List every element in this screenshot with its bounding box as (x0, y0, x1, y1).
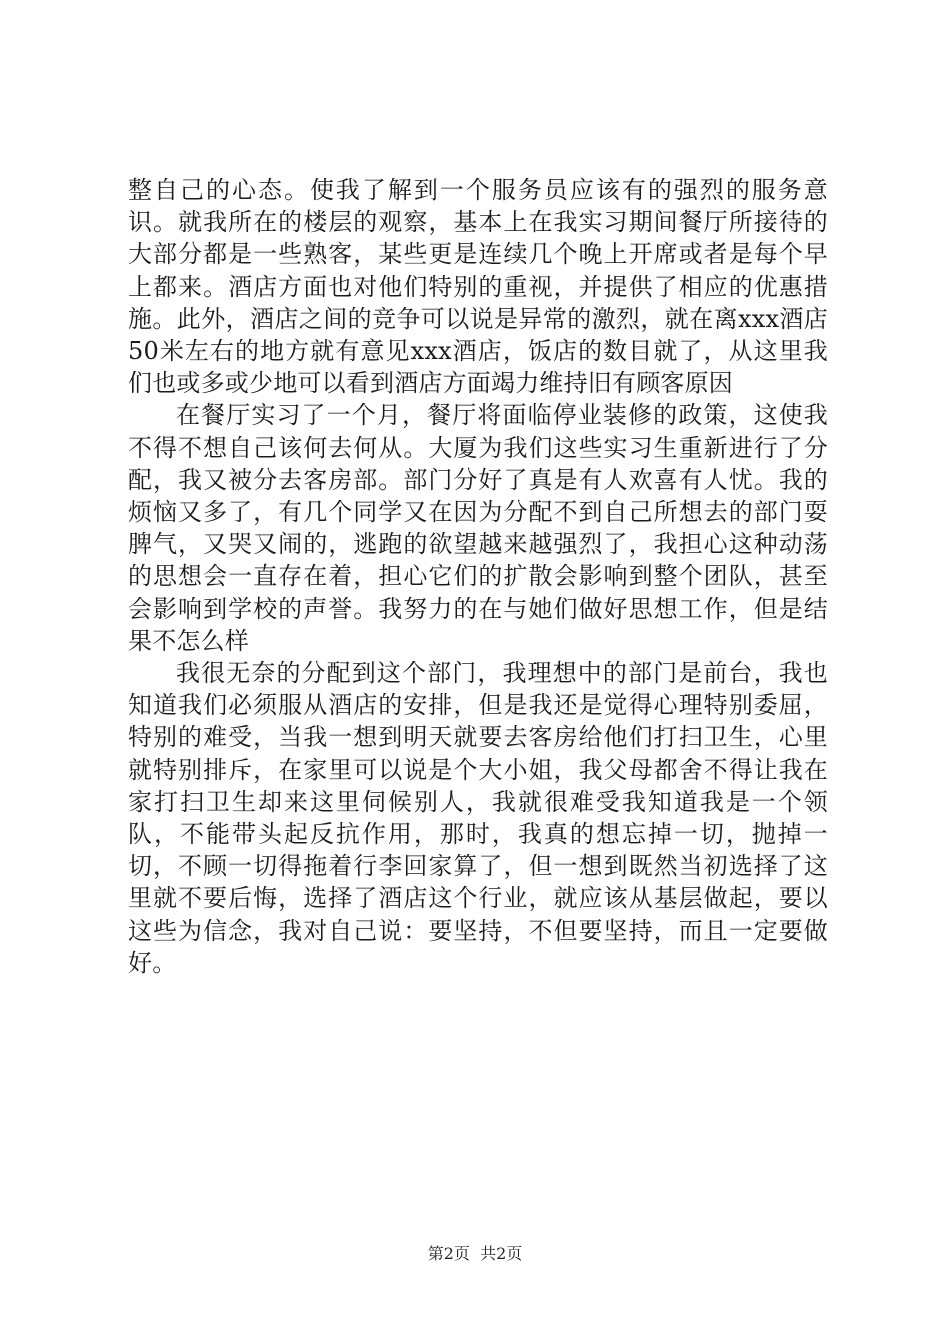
paragraph-2: 在餐厅实习了一个月，餐厅将面临停业装修的政策，这使我不得不想自己该何去何从。大厦为我们这些实习生重新进行了分配，我又被分去客房部。部门分好了真是有人欢喜有人忧。我的烦恼又多了，有几个同学又在因为分配不到自己所想去的部门耍脾气，又哭又闹的，逃跑的欲望越来越强烈了，我担心这种动荡的思想会一直存在着，担心它们的扩散会影响到整个团队，甚至会影响到学校的声誉。我努力的在与她们做好思想工作，但是结果不怎么样 (128, 401, 828, 655)
paragraph-3: 我很无奈的分配到这个部门，我理想中的部门是前台，我也知道我们必须服从酒店的安排，但是我还是觉得心理特别委屈，特别的难受，当我一想到明天就要去客房给他们打扫卫生，心里就特别排斥，在家里可以说是个大小姐，我父母都舍不得让我在家打扫卫生却来这里伺候别人，我就很难受我知道我是一个领队，不能带头起反抗作用，那时，我真的想忘掉一切，抛掉一切，不顾一切得拖着行李回家算了，但一想到既然当初选择了这里就不要后悔，选择了酒店这个行业，就应该从基层做起，要以这些为信念，我对自己说：要坚持，不但要坚持，而且一定要做好。 (128, 659, 828, 977)
page-number-label: 第2页 共2页 (427, 1244, 523, 1263)
paragraph-1: 整自己的心态。使我了解到一个服务员应该有的强烈的服务意识。就我所在的楼层的观察，基本上在我实习期间餐厅所接待的大部分都是一些熟客，某些更是连续几个晚上开席或者是每个早上都来。酒店方面也对他们特别的重视，并提供了相应的优惠措施。此外，酒店之间的竞争可以说是异常的激烈，就在离xxx酒店50米左右的地方就有意见xxx酒店，饭店的数目就了，从这里我们也或多或少地可以看到酒店方面竭力维持旧有顾客原因 (128, 176, 828, 398)
document-body (128, 174, 828, 979)
page-footer (0, 1243, 950, 1265)
